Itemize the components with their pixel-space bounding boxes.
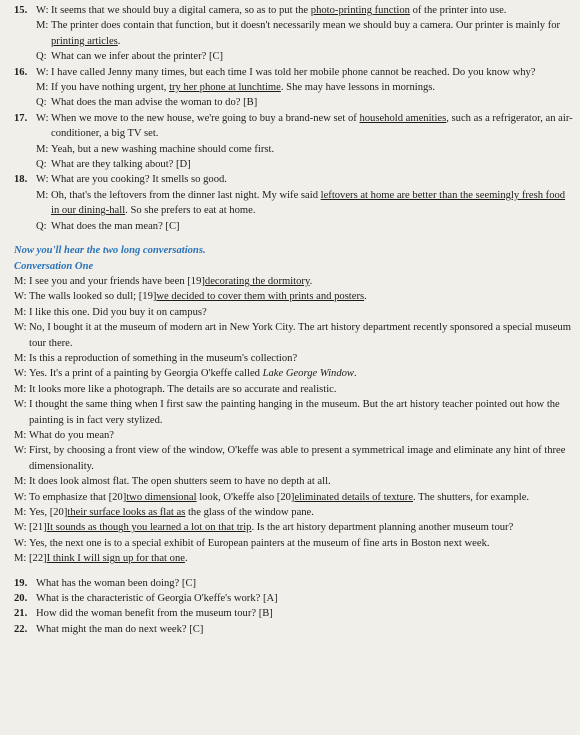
text-segment: It looks more like a photograph. The details are so accurate and realistic. [29,383,337,395]
dialogue-line [14,428,574,443]
question-number: 20. [14,593,28,605]
dialogue-line [14,366,574,381]
item-number: 18. [14,174,28,186]
text-segment: Oh, that's the leftovers from the dinner last night. My wife said [51,189,321,201]
dialogue-line [14,188,574,219]
question-list [14,576,574,638]
question-item [14,622,574,637]
text-segment: What do you mean? [29,429,115,441]
text-segment: of the printer into use. [409,5,507,16]
text-segment: [21] [29,522,47,534]
question-item [14,591,574,606]
speaker-label: W: [36,112,49,124]
text-segment: the glass of the window pane. [185,507,314,518]
underlined-phrase: photo-printing function [310,5,410,16]
dialogue-line [14,443,574,474]
text-segment: If you have nothing urgent, [51,82,170,94]
text-segment: . [184,553,188,565]
speaker-label: M: [14,352,27,364]
text-segment: What does the man advise the woman to do? [B] [51,97,258,109]
underlined-phrase: eliminated details of texture [294,491,414,503]
text-segment: . [364,291,367,303]
underlined-phrase: leftovers at home are better than the seemingly fresh food in our dining-hall [51,189,566,217]
question-number: 19. [14,577,28,589]
text-segment: . So she prefers to eat at home. [125,205,256,217]
dialogue-line [14,520,574,535]
speaker-label: W: [14,322,27,334]
question-item [14,576,574,591]
question-text: How did the woman benefit from the museum tour? [B] [36,608,273,620]
dialogue-line [14,305,574,320]
dialogue-line [14,95,574,110]
text-segment: Yeah, but a new washing machine should come first. [51,143,275,155]
speaker-label: M: [36,189,49,201]
text-segment: The printer does contain that function, but it doesn't necessarily mean we should buy a camera. Our printer is mainly for [51,20,561,32]
underlined-phrase: I think I will sign up for that one [46,553,185,565]
text-segment: I see you and your friends have been [19] [29,275,205,287]
dialogue-line [14,351,574,366]
text-segment: First, by choosing a front view of the window, O'keffe was able to present a symmetrical image and eliminate any hint of three dimensionality. [29,445,566,472]
underlined-phrase: we decided to cover them with prints and posters [156,291,365,303]
dialogue-line [14,320,574,351]
conversation-item [14,3,574,65]
speaker-label: W: [14,368,27,380]
text-segment: Yes, [20] [29,507,68,518]
text-segment: Yes, the next one is to a special exhibit of European painters at the museum of fine arts in Boston next week. [29,537,490,549]
dialogue-line [14,18,574,49]
text-segment: What can we infer about the printer? [C] [51,51,224,63]
speaker-label: M: [14,275,27,287]
dialogue-line [14,474,574,489]
dialogue-line [14,536,574,551]
dialogue-line [14,397,574,428]
conversation-dialogue [14,274,574,567]
text-segment: . [309,275,313,287]
text-segment: . Is the art history department planning another museum tour? [251,522,514,534]
item-number: 17. [14,112,28,124]
dialogue-line [14,49,574,64]
speaker-label: M: [14,553,27,565]
speaker-label: Q: [36,51,47,63]
question-text: What is the characteristic of Georgia O'keffe's work? [A] [36,593,278,605]
short-conversations [14,3,574,234]
dialogue-line [14,80,574,95]
speaker-label: M: [14,476,27,488]
speaker-label: M: [36,82,49,94]
underlined-phrase: their surface looks as flat as [67,507,186,518]
speaker-label: M: [14,429,27,441]
text-segment: [22] [29,553,47,565]
text-segment: , such as a refrigerator, an air-conditioner, a big TV set. [51,112,573,140]
speaker-label: W: [14,399,27,411]
dialogue-line [14,111,574,142]
dialogue-line [14,551,574,566]
text-segment: It does look almost flat. The open shutters seem to have no depth at all. [29,476,331,488]
speaker-label: M: [36,20,49,32]
question-item [14,606,574,621]
underlined-phrase: try her phone at lunchtime [169,82,281,94]
speaker-label: W: [14,537,27,549]
text-segment: I thought the same thing when I first saw the painting hanging in the museum. But the art history teacher pointed out how the painting is in fact very stylized. [29,399,560,426]
section-heading: Now you'll hear the two long conversations. [14,245,206,257]
text-segment: . She may have lessons in mornings. [280,82,436,94]
speaker-label: W: [14,522,27,534]
underlined-phrase: household amenities [359,112,447,124]
speaker-label: W: [14,291,27,303]
speaker-label: M: [14,306,27,318]
speaker-label: W: [36,5,49,16]
speaker-label: W: [36,66,49,78]
text-segment: . [354,368,357,380]
dialogue-line [14,219,574,234]
question-text: What has the woman been doing? [C] [36,577,197,589]
text-segment: Yes. It's a print of a painting by Georgia O'keffe called [29,368,263,380]
text-segment: The walls looked so dull; [19] [29,291,157,303]
speaker-label: Q: [36,159,47,171]
conversation-item [14,172,574,234]
dialogue-line [14,142,574,157]
dialogue-line [14,157,574,172]
conversation-heading: Conversation One [14,260,94,272]
text-segment: . The shutters, for example. [413,491,530,503]
text-segment: Is this a reproduction of something in the museum's collection? [29,352,298,364]
text-segment: . [117,35,121,47]
dialogue-line [14,274,574,289]
dialogue-line [14,3,574,18]
underlined-phrase: It sounds as though you learned a lot on that trip [46,522,252,534]
item-number: 16. [14,66,28,78]
underlined-phrase: decorating the dormitory [204,275,310,287]
speaker-label: M: [14,507,27,518]
text-segment: look, O'keffe also [20] [196,491,295,503]
dialogue-line [14,490,574,505]
dialogue-line [14,505,574,520]
text-segment: What are they talking about? [D] [51,159,191,171]
question-text: What might the man do next week? [C] [36,623,204,635]
underlined-phrase: two dimensional [126,491,197,503]
dialogue-line [14,382,574,397]
speaker-label: Q: [36,220,47,232]
text-segment: To emphasize that [20] [29,491,127,503]
text-segment: No, I bought it at the museum of modern art in New York City. The art history department recently sponsored a special museum tour there. [29,322,571,349]
question-number: 22. [14,623,28,635]
conversation-item [14,65,574,111]
italic-title: Lake George Window [262,368,355,380]
dialogue-line [14,289,574,304]
text-segment: It seems that we should buy a digital camera, so as to put the [51,5,311,16]
question-number: 21. [14,608,28,620]
text-segment: What does the man mean? [C] [51,220,180,232]
speaker-label: W: [14,491,27,503]
text-segment: I have called Jenny many times, but each time I was told her mobile phone cannot be reached. Do you know why? [51,66,536,78]
text-segment: What are you cooking? It smells so good. [51,174,227,186]
underlined-phrase: printing articles [51,35,118,47]
text-segment: When we move to the new house, we're going to buy a brand-new set of [51,112,360,124]
speaker-label: M: [36,143,49,155]
speaker-label: W: [36,174,49,186]
text-segment: I like this one. Did you buy it on campus? [29,306,207,318]
speaker-label: Q: [36,97,47,109]
dialogue-line [14,65,574,80]
item-number: 15. [14,5,28,16]
speaker-label: W: [14,445,27,457]
conversation-item [14,111,574,173]
dialogue-line [14,172,574,187]
speaker-label: M: [14,383,27,395]
